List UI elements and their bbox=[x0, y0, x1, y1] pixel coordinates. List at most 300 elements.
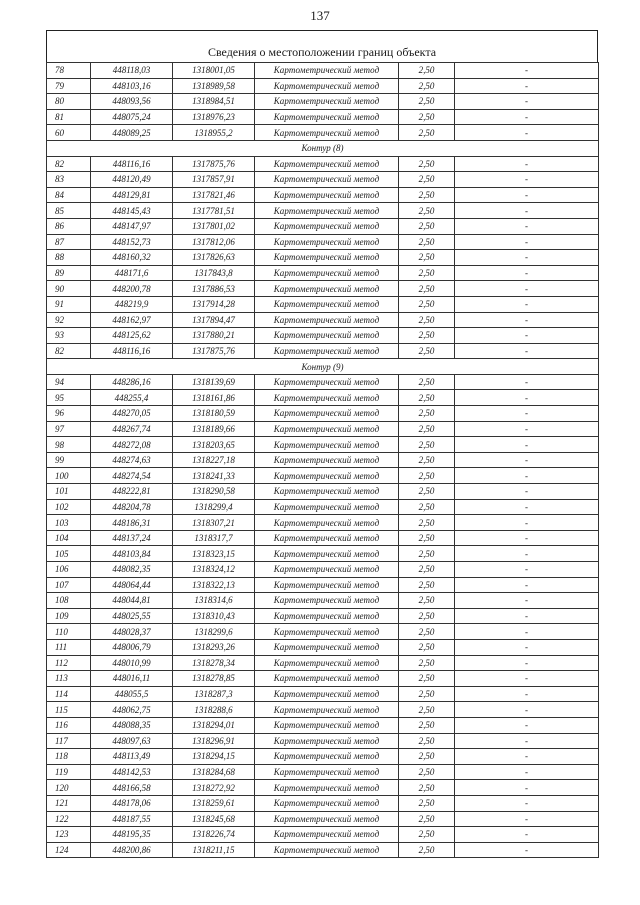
method-cell: Картометрический метод bbox=[255, 125, 399, 141]
description-cell: - bbox=[455, 78, 599, 94]
y-coordinate: 1318296,91 bbox=[173, 733, 255, 749]
y-coordinate: 1317812,06 bbox=[173, 234, 255, 250]
accuracy-cell: 2,50 bbox=[399, 515, 455, 531]
x-coordinate: 448204,78 bbox=[91, 499, 173, 515]
x-coordinate: 448028,37 bbox=[91, 624, 173, 640]
accuracy-cell: 2,50 bbox=[399, 437, 455, 453]
description-cell: - bbox=[455, 156, 599, 172]
x-coordinate: 448062,75 bbox=[91, 702, 173, 718]
method-cell: Картометрический метод bbox=[255, 265, 399, 281]
y-coordinate: 1317843,8 bbox=[173, 265, 255, 281]
method-cell: Картометрический метод bbox=[255, 63, 399, 79]
accuracy-cell: 2,50 bbox=[399, 577, 455, 593]
accuracy-cell: 2,50 bbox=[399, 655, 455, 671]
description-cell: - bbox=[455, 499, 599, 515]
point-number: 99 bbox=[47, 452, 91, 468]
description-cell: - bbox=[455, 702, 599, 718]
accuracy-cell: 2,50 bbox=[399, 406, 455, 422]
point-number: 88 bbox=[47, 250, 91, 266]
point-number: 118 bbox=[47, 749, 91, 765]
table-row bbox=[47, 281, 599, 297]
point-number: 114 bbox=[47, 686, 91, 702]
contour-header-row bbox=[47, 140, 599, 156]
contour-header: Контур (9) bbox=[47, 359, 599, 375]
method-cell: Картометрический метод bbox=[255, 733, 399, 749]
method-cell: Картометрический метод bbox=[255, 499, 399, 515]
method-cell: Картометрический метод bbox=[255, 686, 399, 702]
x-coordinate: 448055,5 bbox=[91, 686, 173, 702]
accuracy-cell: 2,50 bbox=[399, 374, 455, 390]
y-coordinate: 1318259,61 bbox=[173, 795, 255, 811]
point-number: 109 bbox=[47, 608, 91, 624]
description-cell: - bbox=[455, 452, 599, 468]
description-cell: - bbox=[455, 671, 599, 687]
description-cell: - bbox=[455, 530, 599, 546]
x-coordinate: 448120,49 bbox=[91, 172, 173, 188]
point-number: 78 bbox=[47, 63, 91, 79]
description-cell: - bbox=[455, 546, 599, 562]
accuracy-cell: 2,50 bbox=[399, 452, 455, 468]
point-number: 103 bbox=[47, 515, 91, 531]
description-cell: - bbox=[455, 265, 599, 281]
accuracy-cell: 2,50 bbox=[399, 484, 455, 500]
table-row bbox=[47, 780, 599, 796]
table-row bbox=[47, 577, 599, 593]
description-cell: - bbox=[455, 624, 599, 640]
method-cell: Картометрический метод bbox=[255, 281, 399, 297]
table-row bbox=[47, 468, 599, 484]
accuracy-cell: 2,50 bbox=[399, 624, 455, 640]
y-coordinate: 1317886,53 bbox=[173, 281, 255, 297]
table-row bbox=[47, 499, 599, 515]
method-cell: Картометрический метод bbox=[255, 250, 399, 266]
method-cell: Картометрический метод bbox=[255, 328, 399, 344]
x-coordinate: 448270,05 bbox=[91, 406, 173, 422]
y-coordinate: 1318226,74 bbox=[173, 827, 255, 843]
description-cell: - bbox=[455, 811, 599, 827]
y-coordinate: 1317875,76 bbox=[173, 156, 255, 172]
x-coordinate: 448075,24 bbox=[91, 109, 173, 125]
table-row bbox=[47, 452, 599, 468]
accuracy-cell: 2,50 bbox=[399, 842, 455, 858]
table-row bbox=[47, 593, 599, 609]
point-number: 123 bbox=[47, 827, 91, 843]
x-coordinate: 448152,73 bbox=[91, 234, 173, 250]
accuracy-cell: 2,50 bbox=[399, 421, 455, 437]
method-cell: Картометрический метод bbox=[255, 452, 399, 468]
description-cell: - bbox=[455, 437, 599, 453]
x-coordinate: 448088,35 bbox=[91, 717, 173, 733]
point-number: 83 bbox=[47, 172, 91, 188]
x-coordinate: 448116,16 bbox=[91, 156, 173, 172]
description-cell: - bbox=[455, 218, 599, 234]
table-row bbox=[47, 421, 599, 437]
table-row bbox=[47, 218, 599, 234]
accuracy-cell: 2,50 bbox=[399, 125, 455, 141]
description-cell: - bbox=[455, 484, 599, 500]
point-number: 97 bbox=[47, 421, 91, 437]
point-number: 117 bbox=[47, 733, 91, 749]
table-row bbox=[47, 639, 599, 655]
y-coordinate: 1318278,85 bbox=[173, 671, 255, 687]
description-cell: - bbox=[455, 639, 599, 655]
method-cell: Картометрический метод bbox=[255, 671, 399, 687]
description-cell: - bbox=[455, 795, 599, 811]
description-cell: - bbox=[455, 764, 599, 780]
y-coordinate: 1317875,76 bbox=[173, 343, 255, 359]
x-coordinate: 448187,55 bbox=[91, 811, 173, 827]
x-coordinate: 448137,24 bbox=[91, 530, 173, 546]
point-number: 120 bbox=[47, 780, 91, 796]
description-cell: - bbox=[455, 343, 599, 359]
x-coordinate: 448272,08 bbox=[91, 437, 173, 453]
x-coordinate: 448064,44 bbox=[91, 577, 173, 593]
method-cell: Картометрический метод bbox=[255, 312, 399, 328]
description-cell: - bbox=[455, 717, 599, 733]
accuracy-cell: 2,50 bbox=[399, 281, 455, 297]
table-row bbox=[47, 546, 599, 562]
y-coordinate: 1317781,51 bbox=[173, 203, 255, 219]
accuracy-cell: 2,50 bbox=[399, 593, 455, 609]
accuracy-cell: 2,50 bbox=[399, 250, 455, 266]
x-coordinate: 448186,31 bbox=[91, 515, 173, 531]
table-row bbox=[47, 78, 599, 94]
accuracy-cell: 2,50 bbox=[399, 546, 455, 562]
y-coordinate: 1317801,02 bbox=[173, 218, 255, 234]
method-cell: Картометрический метод bbox=[255, 562, 399, 578]
y-coordinate: 1318323,15 bbox=[173, 546, 255, 562]
y-coordinate: 1318299,4 bbox=[173, 499, 255, 515]
y-coordinate: 1318284,68 bbox=[173, 764, 255, 780]
table-row bbox=[47, 156, 599, 172]
accuracy-cell: 2,50 bbox=[399, 764, 455, 780]
description-cell: - bbox=[455, 577, 599, 593]
y-coordinate: 1318299,6 bbox=[173, 624, 255, 640]
method-cell: Картометрический метод bbox=[255, 203, 399, 219]
y-coordinate: 1318203,65 bbox=[173, 437, 255, 453]
point-number: 90 bbox=[47, 281, 91, 297]
description-cell: - bbox=[455, 827, 599, 843]
method-cell: Картометрический метод bbox=[255, 608, 399, 624]
x-coordinate: 448222,81 bbox=[91, 484, 173, 500]
y-coordinate: 1317826,63 bbox=[173, 250, 255, 266]
method-cell: Картометрический метод bbox=[255, 343, 399, 359]
y-coordinate: 1317821,46 bbox=[173, 187, 255, 203]
accuracy-cell: 2,50 bbox=[399, 733, 455, 749]
y-coordinate: 1318294,01 bbox=[173, 717, 255, 733]
table-row bbox=[47, 842, 599, 858]
y-coordinate: 1318984,51 bbox=[173, 94, 255, 110]
y-coordinate: 1318001,05 bbox=[173, 63, 255, 79]
description-cell: - bbox=[455, 328, 599, 344]
point-number: 79 bbox=[47, 78, 91, 94]
description-cell: - bbox=[455, 749, 599, 765]
method-cell: Картометрический метод bbox=[255, 593, 399, 609]
method-cell: Картометрический метод bbox=[255, 296, 399, 312]
method-cell: Картометрический метод bbox=[255, 187, 399, 203]
point-number: 93 bbox=[47, 328, 91, 344]
x-coordinate: 448160,32 bbox=[91, 250, 173, 266]
point-number: 87 bbox=[47, 234, 91, 250]
point-number: 112 bbox=[47, 655, 91, 671]
x-coordinate: 448166,58 bbox=[91, 780, 173, 796]
y-coordinate: 1318324,12 bbox=[173, 562, 255, 578]
y-coordinate: 1318211,15 bbox=[173, 842, 255, 858]
point-number: 105 bbox=[47, 546, 91, 562]
point-number: 110 bbox=[47, 624, 91, 640]
y-coordinate: 1318955,2 bbox=[173, 125, 255, 141]
y-coordinate: 1318180,59 bbox=[173, 406, 255, 422]
method-cell: Картометрический метод bbox=[255, 218, 399, 234]
method-cell: Картометрический метод bbox=[255, 546, 399, 562]
method-cell: Картометрический метод bbox=[255, 530, 399, 546]
method-cell: Картометрический метод bbox=[255, 780, 399, 796]
y-coordinate: 1318227,18 bbox=[173, 452, 255, 468]
accuracy-cell: 2,50 bbox=[399, 343, 455, 359]
accuracy-cell: 2,50 bbox=[399, 827, 455, 843]
point-number: 100 bbox=[47, 468, 91, 484]
point-number: 124 bbox=[47, 842, 91, 858]
point-number: 91 bbox=[47, 296, 91, 312]
method-cell: Картометрический метод bbox=[255, 639, 399, 655]
description-cell: - bbox=[455, 94, 599, 110]
x-coordinate: 448044,81 bbox=[91, 593, 173, 609]
table-row bbox=[47, 390, 599, 406]
page-number: 137 bbox=[310, 8, 330, 23]
point-number: 122 bbox=[47, 811, 91, 827]
description-cell: - bbox=[455, 468, 599, 484]
method-cell: Картометрический метод bbox=[255, 421, 399, 437]
table-row bbox=[47, 608, 599, 624]
accuracy-cell: 2,50 bbox=[399, 639, 455, 655]
point-number: 84 bbox=[47, 187, 91, 203]
x-coordinate: 448274,54 bbox=[91, 468, 173, 484]
description-cell: - bbox=[455, 296, 599, 312]
table-row bbox=[47, 764, 599, 780]
accuracy-cell: 2,50 bbox=[399, 499, 455, 515]
table-row bbox=[47, 296, 599, 312]
accuracy-cell: 2,50 bbox=[399, 468, 455, 484]
x-coordinate: 448103,16 bbox=[91, 78, 173, 94]
table-row bbox=[47, 172, 599, 188]
accuracy-cell: 2,50 bbox=[399, 328, 455, 344]
point-number: 96 bbox=[47, 406, 91, 422]
method-cell: Картометрический метод bbox=[255, 515, 399, 531]
point-number: 94 bbox=[47, 374, 91, 390]
point-number: 92 bbox=[47, 312, 91, 328]
table-row bbox=[47, 94, 599, 110]
table-row bbox=[47, 671, 599, 687]
table-row bbox=[47, 374, 599, 390]
point-number: 81 bbox=[47, 109, 91, 125]
method-cell: Картометрический метод bbox=[255, 749, 399, 765]
description-cell: - bbox=[455, 655, 599, 671]
point-number: 119 bbox=[47, 764, 91, 780]
point-number: 102 bbox=[47, 499, 91, 515]
x-coordinate: 448267,74 bbox=[91, 421, 173, 437]
x-coordinate: 448178,06 bbox=[91, 795, 173, 811]
accuracy-cell: 2,50 bbox=[399, 94, 455, 110]
y-coordinate: 1318310,43 bbox=[173, 608, 255, 624]
table-row bbox=[47, 234, 599, 250]
method-cell: Картометрический метод bbox=[255, 109, 399, 125]
method-cell: Картометрический метод bbox=[255, 577, 399, 593]
accuracy-cell: 2,50 bbox=[399, 717, 455, 733]
x-coordinate: 448025,55 bbox=[91, 608, 173, 624]
point-number: 115 bbox=[47, 702, 91, 718]
y-coordinate: 1318976,23 bbox=[173, 109, 255, 125]
description-cell: - bbox=[455, 406, 599, 422]
y-coordinate: 1318189,66 bbox=[173, 421, 255, 437]
description-cell: - bbox=[455, 109, 599, 125]
description-cell: - bbox=[455, 686, 599, 702]
x-coordinate: 448286,16 bbox=[91, 374, 173, 390]
y-coordinate: 1318139,69 bbox=[173, 374, 255, 390]
point-number: 116 bbox=[47, 717, 91, 733]
accuracy-cell: 2,50 bbox=[399, 296, 455, 312]
table-row bbox=[47, 702, 599, 718]
x-coordinate: 448089,25 bbox=[91, 125, 173, 141]
point-number: 101 bbox=[47, 484, 91, 500]
y-coordinate: 1318317,7 bbox=[173, 530, 255, 546]
description-cell: - bbox=[455, 842, 599, 858]
x-coordinate: 448255,4 bbox=[91, 390, 173, 406]
y-coordinate: 1317894,47 bbox=[173, 312, 255, 328]
table-row bbox=[47, 437, 599, 453]
accuracy-cell: 2,50 bbox=[399, 811, 455, 827]
y-coordinate: 1318989,58 bbox=[173, 78, 255, 94]
table-row bbox=[47, 484, 599, 500]
y-coordinate: 1318241,33 bbox=[173, 468, 255, 484]
point-number: 111 bbox=[47, 639, 91, 655]
point-number: 113 bbox=[47, 671, 91, 687]
method-cell: Картометрический метод bbox=[255, 156, 399, 172]
x-coordinate: 448082,35 bbox=[91, 562, 173, 578]
x-coordinate: 448142,53 bbox=[91, 764, 173, 780]
accuracy-cell: 2,50 bbox=[399, 172, 455, 188]
x-coordinate: 448116,16 bbox=[91, 343, 173, 359]
accuracy-cell: 2,50 bbox=[399, 265, 455, 281]
x-coordinate: 448200,86 bbox=[91, 842, 173, 858]
description-cell: - bbox=[455, 250, 599, 266]
table-row bbox=[47, 717, 599, 733]
x-coordinate: 448125,62 bbox=[91, 328, 173, 344]
method-cell: Картометрический метод bbox=[255, 655, 399, 671]
method-cell: Картометрический метод bbox=[255, 406, 399, 422]
description-cell: - bbox=[455, 172, 599, 188]
coordinates-table bbox=[46, 62, 599, 858]
x-coordinate: 448097,63 bbox=[91, 733, 173, 749]
table-row bbox=[47, 109, 599, 125]
x-coordinate: 448200,78 bbox=[91, 281, 173, 297]
description-cell: - bbox=[455, 312, 599, 328]
point-number: 85 bbox=[47, 203, 91, 219]
boundary-table bbox=[46, 30, 598, 858]
point-number: 82 bbox=[47, 156, 91, 172]
method-cell: Картометрический метод bbox=[255, 78, 399, 94]
description-cell: - bbox=[455, 421, 599, 437]
point-number: 82 bbox=[47, 343, 91, 359]
description-cell: - bbox=[455, 234, 599, 250]
method-cell: Картометрический метод bbox=[255, 702, 399, 718]
accuracy-cell: 2,50 bbox=[399, 63, 455, 79]
y-coordinate: 1318290,58 bbox=[173, 484, 255, 500]
x-coordinate: 448129,81 bbox=[91, 187, 173, 203]
method-cell: Картометрический метод bbox=[255, 827, 399, 843]
method-cell: Картометрический метод bbox=[255, 795, 399, 811]
y-coordinate: 1317857,91 bbox=[173, 172, 255, 188]
method-cell: Картометрический метод bbox=[255, 717, 399, 733]
x-coordinate: 448010,99 bbox=[91, 655, 173, 671]
accuracy-cell: 2,50 bbox=[399, 203, 455, 219]
contour-header: Контур (8) bbox=[47, 140, 599, 156]
y-coordinate: 1318322,13 bbox=[173, 577, 255, 593]
accuracy-cell: 2,50 bbox=[399, 702, 455, 718]
description-cell: - bbox=[455, 125, 599, 141]
contour-header-row bbox=[47, 359, 599, 375]
description-cell: - bbox=[455, 562, 599, 578]
x-coordinate: 448274,63 bbox=[91, 452, 173, 468]
method-cell: Картометрический метод bbox=[255, 842, 399, 858]
point-number: 60 bbox=[47, 125, 91, 141]
table-row bbox=[47, 250, 599, 266]
accuracy-cell: 2,50 bbox=[399, 780, 455, 796]
method-cell: Картометрический метод bbox=[255, 172, 399, 188]
description-cell: - bbox=[455, 281, 599, 297]
method-cell: Картометрический метод bbox=[255, 811, 399, 827]
y-coordinate: 1318288,6 bbox=[173, 702, 255, 718]
description-cell: - bbox=[455, 374, 599, 390]
description-cell: - bbox=[455, 780, 599, 796]
point-number: 107 bbox=[47, 577, 91, 593]
description-cell: - bbox=[455, 203, 599, 219]
table-row bbox=[47, 343, 599, 359]
description-cell: - bbox=[455, 390, 599, 406]
table-row bbox=[47, 655, 599, 671]
method-cell: Картометрический метод bbox=[255, 234, 399, 250]
accuracy-cell: 2,50 bbox=[399, 312, 455, 328]
method-cell: Картометрический метод bbox=[255, 94, 399, 110]
x-coordinate: 448147,97 bbox=[91, 218, 173, 234]
method-cell: Картометрический метод bbox=[255, 437, 399, 453]
accuracy-cell: 2,50 bbox=[399, 78, 455, 94]
table-title: Сведения о местоположении границ объекта bbox=[46, 30, 598, 62]
table-row bbox=[47, 562, 599, 578]
y-coordinate: 1318287,3 bbox=[173, 686, 255, 702]
point-number: 106 bbox=[47, 562, 91, 578]
description-cell: - bbox=[455, 187, 599, 203]
x-coordinate: 448103,84 bbox=[91, 546, 173, 562]
accuracy-cell: 2,50 bbox=[399, 795, 455, 811]
table-row bbox=[47, 312, 599, 328]
y-coordinate: 1318278,34 bbox=[173, 655, 255, 671]
description-cell: - bbox=[455, 63, 599, 79]
table-row bbox=[47, 624, 599, 640]
method-cell: Картометрический метод bbox=[255, 624, 399, 640]
x-coordinate: 448195,35 bbox=[91, 827, 173, 843]
point-number: 95 bbox=[47, 390, 91, 406]
y-coordinate: 1318272,92 bbox=[173, 780, 255, 796]
point-number: 80 bbox=[47, 94, 91, 110]
table-row bbox=[47, 811, 599, 827]
description-cell: - bbox=[455, 733, 599, 749]
accuracy-cell: 2,50 bbox=[399, 156, 455, 172]
point-number: 108 bbox=[47, 593, 91, 609]
accuracy-cell: 2,50 bbox=[399, 109, 455, 125]
x-coordinate: 448006,79 bbox=[91, 639, 173, 655]
description-cell: - bbox=[455, 515, 599, 531]
method-cell: Картометрический метод bbox=[255, 484, 399, 500]
